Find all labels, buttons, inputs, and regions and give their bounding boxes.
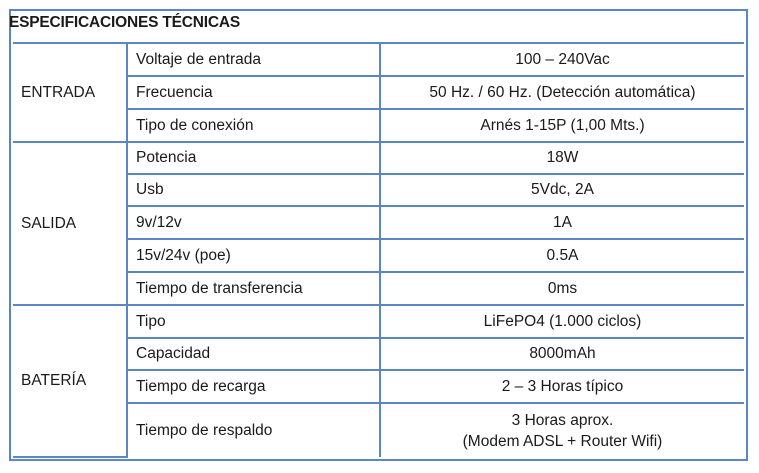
spec-value: Arnés 1-15P (1,00 Mts.) — [380, 109, 744, 142]
table-row — [13, 43, 744, 76]
group-bateria: BATERÍA — [13, 305, 127, 457]
spec-label: Tiempo de transferencia — [127, 272, 380, 305]
spec-value-line-2: (Modem ADSL + Router Wifi) — [462, 432, 663, 450]
spec-label: Tiempo de respaldo — [127, 403, 380, 457]
spec-value: 50 Hz. / 60 Hz. (Detección automática) — [380, 76, 744, 109]
spec-value: 1A — [380, 206, 744, 239]
spec-value: 100 – 240Vac — [380, 43, 744, 76]
spec-label: 15v/24v (poe) — [127, 239, 380, 272]
group-entrada: ENTRADA — [13, 43, 127, 142]
spec-value-line-1: 3 Horas aprox. — [511, 411, 614, 429]
spec-label: Voltaje de entrada — [127, 43, 380, 76]
spec-label: Tipo de conexión — [127, 109, 380, 142]
spec-label: Frecuencia — [127, 76, 380, 109]
spec-label: Tipo — [127, 305, 380, 338]
spec-value: 2 – 3 Horas típico — [380, 370, 744, 403]
spec-label: Tiempo de recarga — [127, 370, 380, 403]
spec-table — [13, 42, 744, 458]
table-row — [13, 142, 744, 174]
spec-value: 0.5A — [380, 239, 744, 272]
table-title: ESPECIFICACIONES TÉCNICAS — [9, 14, 240, 31]
group-salida: SALIDA — [13, 142, 127, 305]
spec-value: LiFePO4 (1.000 ciclos) — [380, 305, 744, 338]
table-row — [13, 305, 744, 338]
spec-label: 9v/12v — [127, 206, 380, 239]
spec-label: Potencia — [127, 142, 380, 174]
spec-label: Usb — [127, 174, 380, 206]
spec-value: 5Vdc, 2A — [380, 174, 744, 206]
spec-value: 0ms — [380, 272, 744, 305]
spec-value — [380, 403, 744, 457]
spec-label: Capacidad — [127, 338, 380, 370]
spec-value: 8000mAh — [380, 338, 744, 370]
spec-value: 18W — [380, 142, 744, 174]
